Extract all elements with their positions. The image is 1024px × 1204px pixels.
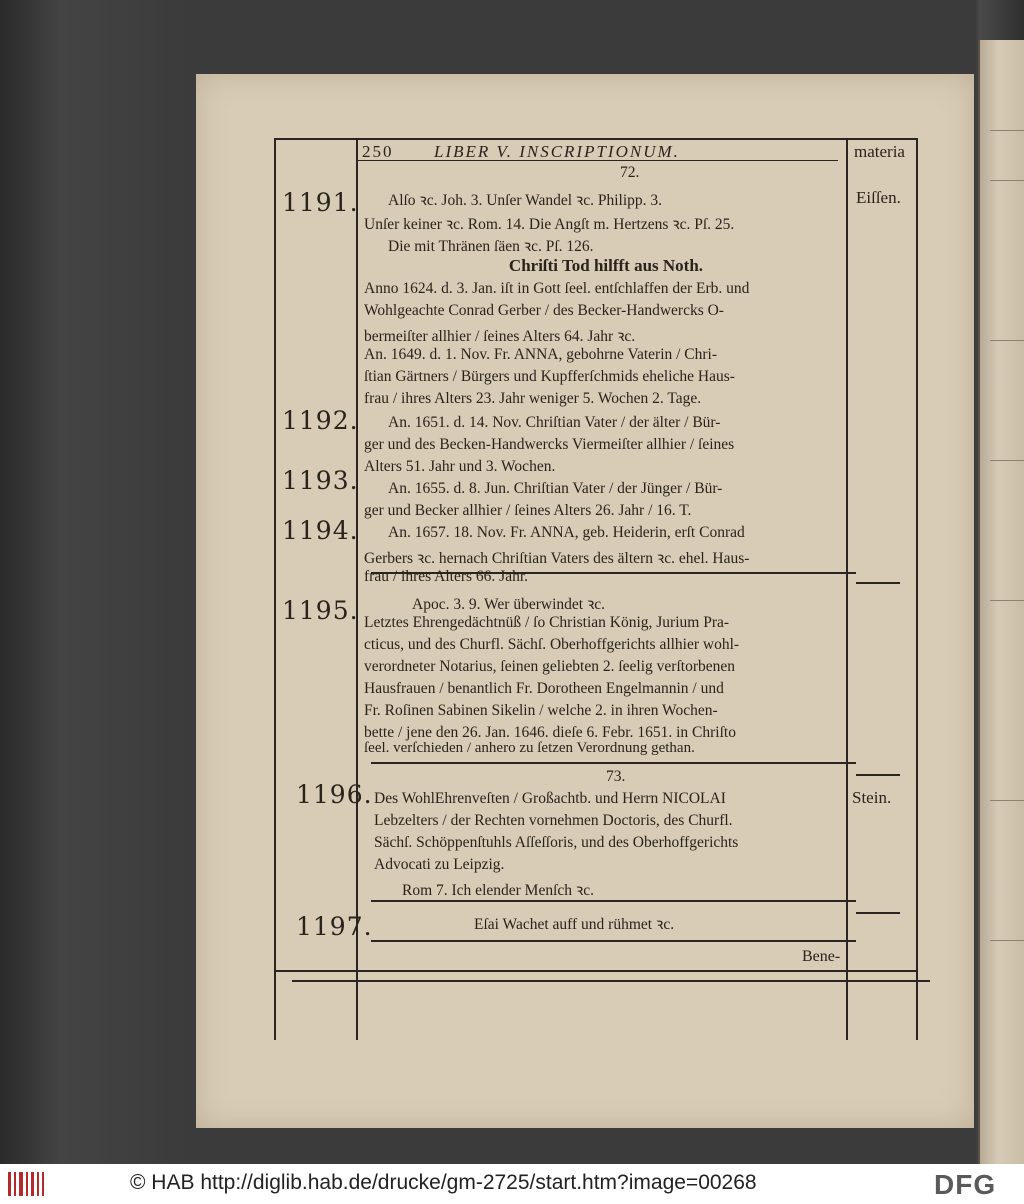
frame-inner-right-rule — [846, 138, 848, 1040]
entry-line: Hausfrauen / benantlich Fr. Dorotheen Engelmannin / und — [364, 680, 724, 697]
entry-line: Apoc. 3. 9. Wer überwindet ꝛc. — [412, 596, 606, 613]
frame-inner-left-rule — [356, 138, 358, 1040]
material-label: Eiſſen. — [856, 188, 901, 207]
entry-number: 1193. — [282, 466, 359, 495]
frame-left-rule — [274, 138, 276, 1040]
entry-line: cticus, und des Churfl. Sächſ. Oberhoffgerichts allhier wohl- — [364, 636, 740, 653]
entry-line: Rom 7. Ich elender Menſch ꝛc. — [402, 882, 594, 899]
separator-1197-bottom — [371, 940, 856, 942]
entry-line: bermeiſter allhier / ſeines Alters 64. Jahr ꝛc. — [364, 328, 636, 345]
entry-line: Anno 1624. d. 3. Jan. iſt in Gott ſeel. entſchlaffen der Erb. und — [364, 280, 750, 297]
entry-number: 1197. — [296, 912, 373, 941]
entry-line: Alſo ꝛc. Joh. 3. Unſer Wandel ꝛc. Philipp. 3. — [388, 192, 663, 209]
footer-bar — [0, 1164, 1024, 1204]
entry-line: Eſai Wachet auff und rühmet ꝛc. — [474, 916, 675, 933]
entry-heading: Chriſti Tod hilfft aus Noth. — [508, 256, 704, 275]
entry-line: Des WohlEhrenveſten / Großachtb. und Herrn NICOLAI — [374, 790, 726, 807]
copyright-link[interactable]: © HAB http://diglib.hab.de/drucke/gm-2725/start.htm?image=00268 — [130, 1171, 757, 1194]
frame-bottom-rule — [274, 970, 917, 972]
margin-title: materia — [854, 142, 905, 161]
entry-line: An. 1651. d. 14. Nov. Chriſtian Vater / der älter / Bür- — [388, 414, 721, 431]
entry-line: Sächſ. Schöppenſtuhls Aſſeſſoris, und des Oberhoffgerichts — [374, 834, 739, 851]
entry-line: verordneter Notarius, ſeinen geliebten 2. ſeelig verſtorbenen — [364, 658, 735, 675]
entry-line: An. 1649. d. 1. Nov. Fr. ANNA, gebohrne Vaterin / Chri- — [364, 346, 718, 363]
entry-line: An. 1655. d. 8. Jun. Chriſtian Vater / der Jünger / Bür- — [388, 480, 723, 497]
entry-line: bette / jene den 26. Jan. 1646. dieſe 6. Febr. 1651. in Chriſto — [364, 724, 736, 741]
entry-number: 1195. — [282, 596, 359, 625]
entry-number: 1192. — [282, 406, 359, 435]
separator-1196-1197 — [371, 900, 856, 902]
separator-1195-1196 — [371, 762, 856, 764]
next-page-edge — [978, 40, 1024, 1170]
section-number: 72. — [620, 164, 640, 181]
entry-line: ſtian Gärtners / Bürgers und Kupfferſchmids eheliche Haus- — [364, 368, 735, 385]
barcode-logo-icon — [6, 1170, 46, 1198]
margin-dash-2 — [856, 774, 900, 776]
running-title: LIBER V. INSCRIPTIONUM. — [434, 142, 680, 161]
entry-line: Lebzelters / der Rechten vornehmen Doctoris, des Churfl. — [374, 812, 733, 829]
entry-line: An. 1657. 18. Nov. Fr. ANNA, geb. Heiderin, erſt Conrad — [388, 524, 745, 541]
page-number: 250 — [362, 142, 394, 161]
entry-line: frau / ihres Alters 66. Jahr. — [364, 568, 529, 585]
material-label: Stein. — [852, 788, 892, 807]
entry-line: Advocati zu Leipzig. — [374, 856, 505, 873]
entry-number: 1191. — [282, 188, 359, 217]
section-number: 73. — [606, 768, 626, 785]
dfg-logo: DFG — [934, 1169, 997, 1200]
margin-dash-1 — [856, 582, 900, 584]
entry-line: Gerbers ꝛc. hernach Chriſtian Vaters des ältern ꝛc. ehel. Haus- — [364, 550, 750, 567]
frame-right-rule — [916, 138, 918, 1040]
entry-line: Alters 51. Jahr und 3. Wochen. — [364, 458, 556, 475]
entry-line: ger und des Becken-Handwercks Viermeiſter allhier / ſeines — [364, 436, 735, 453]
entry-number: 1194. — [282, 516, 359, 545]
book-page — [196, 74, 974, 1128]
entry-line: Wohlgeachte Conrad Gerber / des Becker-Handwercks O- — [364, 302, 724, 319]
entry-line: Unſer keiner ꝛc. Rom. 14. Die Angſt m. Hertzens ꝛc. Pſ. 25. — [364, 216, 735, 233]
entry-number: 1196. — [296, 780, 373, 809]
entry-line: Letztes Ehrengedächtnüß / ſo Christian König, Jurium Pra- — [364, 614, 730, 631]
entry-line: Die mit Thränen ſäen ꝛc. Pſ. 126. — [388, 238, 594, 255]
entry-line: Fr. Roſinen Sabinen Sikelin / welche 2. in ihren Wochen- — [364, 702, 718, 719]
entry-line: frau / ihres Alters 23. Jahr weniger 5. Wochen 2. Tage. — [364, 390, 702, 407]
margin-dash-3 — [856, 912, 900, 914]
entry-line: ſeel. verſchieden / anhero zu ſetzen Verordnung gethan. — [364, 740, 695, 756]
frame-outer-bottom-rule — [292, 980, 930, 982]
frame-top-rule — [274, 138, 917, 140]
catchword: Bene- — [802, 948, 841, 965]
entry-line: ger und Becker allhier / ſeines Alters 26. Jahr / 16. T. — [364, 502, 692, 519]
